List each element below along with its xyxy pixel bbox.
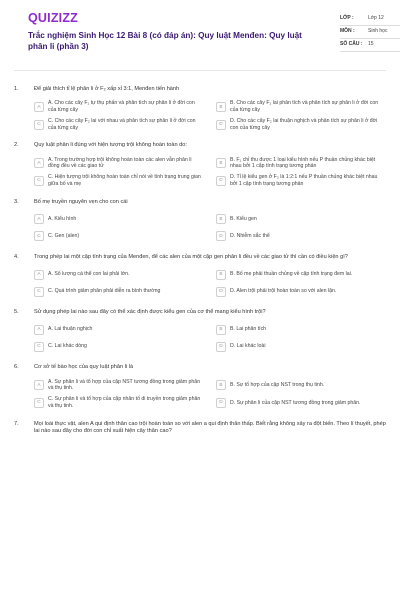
question-4 [14, 254, 386, 298]
answer-option-a[interactable] [34, 379, 204, 393]
option-letter-box[interactable]: B [216, 158, 226, 168]
answer-option-b[interactable] [216, 213, 386, 226]
question-stem [14, 254, 386, 261]
answer-option-a[interactable] [34, 268, 204, 281]
option-letter-box[interactable]: A [34, 214, 44, 224]
answer-option-d[interactable] [216, 340, 386, 353]
option-text: D. Nhiễm sắc thể [230, 233, 270, 240]
option-text: B. Sự tổ hợp của cặp NST trong thụ tinh. [230, 381, 325, 388]
answer-options [34, 323, 386, 353]
question-text: Bố mẹ truyền nguyên vẹn cho con cái [34, 198, 128, 205]
meta-key: SỐ CÂU : [340, 41, 363, 47]
answer-option-a[interactable] [34, 100, 204, 114]
meta-row-subject [340, 26, 400, 39]
option-text: C. Cho các cây F₂ lai với nhau và phân tích sự phân li ở đời con của từng cây [48, 117, 196, 131]
answer-option-c[interactable] [34, 174, 204, 188]
option-text: D. Alen trội phải trội hoàn toàn so với alen lặn. [230, 288, 337, 295]
option-letter-box[interactable]: A [34, 102, 44, 112]
option-text: A. Sự phân li và tổ hợp của cặp NST tương đồng trong giảm phân và thụ tinh. [48, 378, 201, 392]
question-3 [14, 199, 386, 243]
question-7 [14, 421, 386, 435]
option-text: B. F₁ chỉ thu được 1 loại kiểu hình nếu P thuần chủng khác biệt nhau bởi 1 cặp tính trạng tương phản [230, 156, 376, 170]
answer-option-d[interactable] [216, 118, 386, 132]
option-letter-box[interactable]: C [34, 120, 44, 130]
answer-option-d[interactable] [216, 230, 386, 243]
question-1 [14, 86, 386, 131]
meta-value: Sinh học [368, 28, 388, 34]
worksheet-title: Trắc nghiệm Sinh Học 12 Bài 8 (có đáp án): Quy luật Menđen: Quy luật phân li (phần 3) [28, 31, 302, 51]
quizizz-logo[interactable]: QUIZIZZ [28, 11, 79, 25]
option-text: D. Tỉ lệ kiểu gen ở F₂ là 1:2:1 nếu P thuần chủng khác biệt nhau bởi 1 cặp tính trạng tương phản [230, 174, 378, 187]
answer-option-b[interactable] [216, 268, 386, 281]
option-letter-box[interactable]: D [216, 176, 226, 186]
option-letter-box[interactable]: B [216, 325, 226, 335]
option-letter-box[interactable]: D [216, 287, 226, 297]
answer-options [34, 268, 386, 298]
answer-option-c[interactable] [34, 285, 204, 298]
option-letter-box[interactable]: A [34, 270, 44, 280]
option-letter-box[interactable]: A [34, 325, 44, 335]
option-letter-box[interactable]: A [34, 380, 44, 390]
question-number: 5. [14, 309, 19, 316]
option-letter-box[interactable]: A [34, 158, 44, 168]
option-text: A. Lai thuận nghịch [48, 326, 93, 333]
question-text: Mọi loài thực vật, alen A qui định thân cao trội hoàn toàn so với alen a qui định thân thấp. Biết rằng không xảy ra đột biến. Theo lí thuyết, phép lai nào sau đây cho đời con chỉ xuất hiện cây thân cao? [34, 420, 386, 434]
option-letter-box[interactable]: B [216, 214, 226, 224]
answer-option-b[interactable] [216, 100, 386, 114]
answer-option-b[interactable] [216, 379, 386, 393]
option-text: B. Cho các cây F₁ lai phân tích và phân tích sự phân li ở đời con của từng cây [230, 100, 379, 113]
option-letter-box[interactable]: B [216, 102, 226, 112]
worksheet-meta [340, 13, 400, 52]
question-6 [14, 364, 386, 409]
question-text: Trong phép lai một cặp tính trạng của Menđen, để các alen của một cặp gen phân li đều về các giao tử thì cần có điều kiện gì? [34, 253, 348, 260]
answer-option-b[interactable] [216, 323, 386, 336]
header-divider [14, 70, 386, 71]
question-number: 1. [14, 86, 19, 92]
question-text: Cơ sở tế bào học của quy luật phân li là [34, 364, 134, 371]
question-text: Sử dụng phép lai nào sau đây có thể xác định được kiểu gen của cơ thể mang kiểu hình trội? [34, 309, 266, 316]
option-letter-box[interactable]: C [34, 398, 44, 408]
option-letter-box[interactable]: D [216, 342, 226, 352]
meta-key: MÔN : [340, 28, 355, 34]
question-5 [14, 309, 386, 353]
answer-option-a[interactable] [34, 157, 204, 171]
question-text: Quy luật phân li đúng với hiện tượng trội không hoàn toàn do: [34, 142, 187, 149]
option-text: B. Bố mẹ phải thuần chủng về cặp tính trạng đem lai. [230, 271, 353, 278]
option-text: C. Quá trình giảm phân phải diễn ra bình thường [48, 288, 161, 295]
answer-option-a[interactable] [34, 323, 204, 336]
option-letter-box[interactable]: B [216, 380, 226, 390]
question-stem [14, 364, 386, 371]
option-letter-box[interactable]: B [216, 270, 226, 280]
answer-option-d[interactable] [216, 396, 386, 410]
option-text: D. Cho các cây F₂ lai thuận nghịch và phân tích sự phân li ở đời con của từng cây [230, 117, 378, 131]
answer-options [34, 157, 386, 188]
question-stem [14, 142, 386, 149]
option-text: C. Lai khác dòng [48, 343, 87, 350]
answer-options [34, 100, 386, 131]
option-text: B. Lai phân tích [230, 326, 267, 333]
answer-option-d[interactable] [216, 285, 386, 298]
option-letter-box[interactable]: D [216, 231, 226, 241]
option-letter-box[interactable]: D [216, 120, 226, 130]
answer-options [34, 213, 386, 243]
option-text: C. Hiện tượng trội không hoàn toàn chỉ nói về tính trạng trung gian giữa bố và mẹ [48, 174, 201, 187]
question-list [14, 86, 386, 446]
meta-row-count [340, 39, 400, 52]
meta-row-grade [340, 13, 400, 26]
answer-option-d[interactable] [216, 174, 386, 188]
answer-option-c[interactable] [34, 340, 204, 353]
question-number: 7. [14, 420, 19, 427]
answer-option-c[interactable] [34, 396, 204, 410]
meta-key: LỚP : [340, 15, 354, 21]
question-stem [14, 421, 386, 435]
option-letter-box[interactable]: C [34, 176, 44, 186]
question-stem [14, 199, 386, 206]
option-text: A. Cho các cây F₁ tự thụ phấn và phân tích sự phân li ở đời con của từng cây [48, 100, 195, 113]
question-number: 6. [14, 364, 19, 371]
option-letter-box[interactable]: C [34, 231, 44, 241]
option-text: A. Trong trường hợp trội không hoàn toàn các alen vẫn phân li đồng đều về các giao tử [48, 156, 192, 170]
worksheet-header [14, 0, 386, 66]
question-2 [14, 142, 386, 187]
option-text: A. Kiểu hình [48, 216, 77, 223]
option-letter-box[interactable]: C [34, 287, 44, 297]
question-number: 4. [14, 253, 19, 260]
option-text: D. Lai khác loài [230, 343, 266, 350]
option-text: D. Sự phân li của cặp NST tương đồng trong giảm phân. [230, 399, 361, 406]
answer-option-c[interactable] [34, 118, 204, 132]
answer-option-a[interactable] [34, 213, 204, 226]
option-text: A. Số lượng cá thể con lai phải lớn. [48, 271, 130, 278]
answer-options [34, 379, 386, 410]
meta-value: 15 [368, 41, 374, 47]
option-text: C. Sự phân li và tổ hợp của cặp nhân tố di truyền trong giảm phân và thụ tinh. [48, 396, 201, 409]
option-text: B. Kiểu gen [230, 216, 257, 223]
question-number: 2. [14, 142, 19, 149]
option-text: C. Gen (alen) [48, 233, 80, 240]
question-stem [14, 309, 386, 316]
meta-value: Lớp 12 [368, 15, 384, 21]
question-text: Để giải thích tỉ lệ phân li ở F₂ xấp xỉ 3:1, Menđen tiến hành [34, 86, 180, 92]
option-letter-box[interactable]: C [34, 342, 44, 352]
question-stem [14, 86, 386, 93]
answer-option-c[interactable] [34, 230, 204, 243]
question-number: 3. [14, 198, 19, 205]
answer-option-b[interactable] [216, 157, 386, 171]
option-letter-box[interactable]: D [216, 398, 226, 408]
